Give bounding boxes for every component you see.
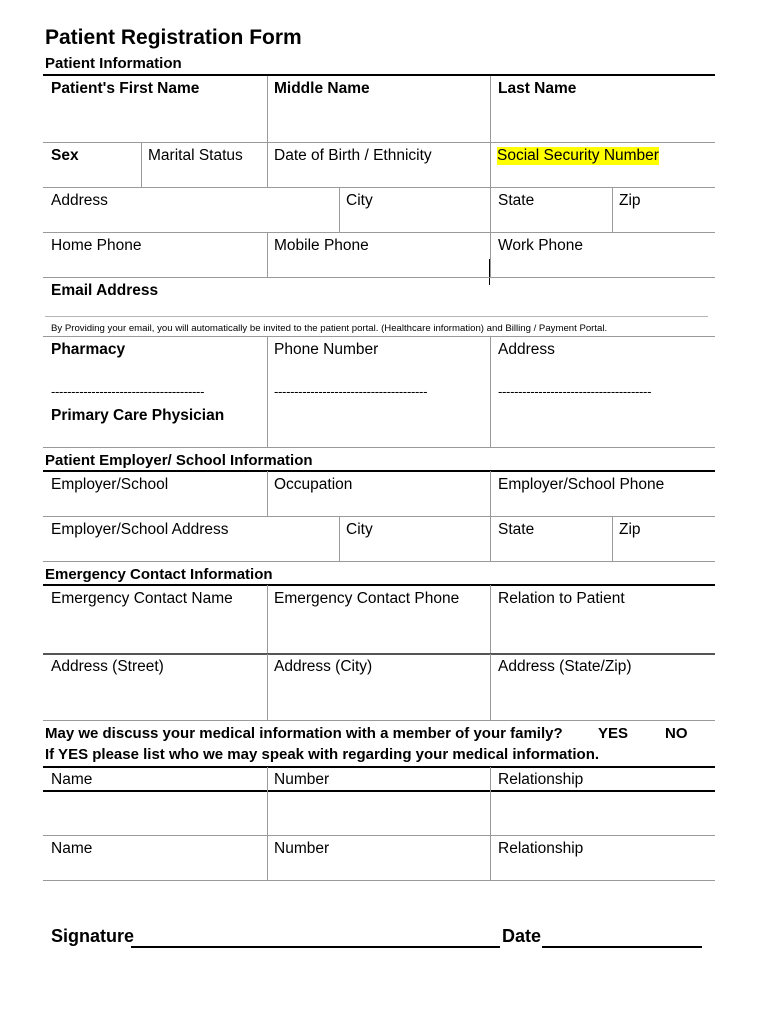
patient-info-rule xyxy=(43,74,715,76)
first-name-label: Patient's First Name xyxy=(51,80,200,97)
ssn-label: Social Security Number xyxy=(497,147,659,164)
yes-option: YES xyxy=(598,725,629,742)
sex-label: Sex xyxy=(51,147,79,164)
family-name-label-2: Name xyxy=(51,840,93,857)
emergency-phone-label: Emergency Contact Phone xyxy=(274,590,460,607)
form-title: Patient Registration Form xyxy=(45,26,302,49)
dob-ethnicity-label: Date of Birth / Ethnicity xyxy=(274,147,432,164)
employer-zip-label: Zip xyxy=(619,521,641,538)
date-line[interactable] xyxy=(542,946,702,948)
address-state-zip-label: Address (State/Zip) xyxy=(498,658,632,675)
zip-label: Zip xyxy=(619,192,641,209)
marital-status-label: Marital Status xyxy=(148,147,243,164)
family-consent-question: May we discuss your medical information with a member of your family? xyxy=(45,725,563,742)
dashed-separator: -------------------------------------- xyxy=(51,384,205,399)
emergency-name-label: Emergency Contact Name xyxy=(51,590,233,607)
last-name-label: Last Name xyxy=(498,80,577,97)
employer-school-heading: Patient Employer/ School Information xyxy=(45,452,313,469)
no-option: NO xyxy=(665,725,688,742)
pharmacy-address-label: Address xyxy=(498,341,555,358)
signature-label: Signature xyxy=(51,926,135,946)
email-label: Email Address xyxy=(51,282,159,299)
dashed-separator: -------------------------------------- xyxy=(274,384,428,399)
family-relationship-label-2: Relationship xyxy=(498,840,584,857)
city-label: City xyxy=(346,192,373,209)
family-number-label-2: Number xyxy=(274,840,330,857)
address-city-label: Address (City) xyxy=(274,658,373,675)
family-number-label-1: Number xyxy=(274,771,330,788)
family-name-label-1: Name xyxy=(51,771,93,788)
relation-to-patient-label: Relation to Patient xyxy=(498,590,625,607)
mobile-phone-label: Mobile Phone xyxy=(274,237,369,254)
primary-care-physician-label: Primary Care Physician xyxy=(51,407,225,424)
date-label: Date xyxy=(502,926,542,946)
address-street-label: Address (Street) xyxy=(51,658,164,675)
family-consent-instruction: If YES please list who we may speak with regarding your medical information. xyxy=(45,746,600,763)
patient-information-heading: Patient Information xyxy=(45,55,182,72)
employer-state-label: State xyxy=(498,521,535,538)
employer-address-label: Employer/School Address xyxy=(51,521,229,538)
pharmacy-phone-label: Phone Number xyxy=(274,341,379,358)
middle-name-label: Middle Name xyxy=(274,80,370,97)
dashed-separator: -------------------------------------- xyxy=(498,384,652,399)
signature-line[interactable] xyxy=(131,946,500,948)
work-phone-label: Work Phone xyxy=(498,237,584,254)
address-label: Address xyxy=(51,192,108,209)
employer-phone-label: Employer/School Phone xyxy=(498,476,665,493)
email-portal-note: By Providing your email, you will automatically be invited to the patient portal. (Healthcare information) and Billing / Payment Portal. xyxy=(51,323,608,334)
family-relationship-label-1: Relationship xyxy=(498,771,584,788)
pharmacy-label: Pharmacy xyxy=(51,341,126,358)
employer-school-label: Employer/School xyxy=(51,476,169,493)
emergency-contact-heading: Emergency Contact Information xyxy=(45,566,273,583)
state-label: State xyxy=(498,192,535,209)
occupation-label: Occupation xyxy=(274,476,353,493)
home-phone-label: Home Phone xyxy=(51,237,142,254)
employer-city-label: City xyxy=(346,521,373,538)
text-cursor-mark xyxy=(489,259,490,285)
